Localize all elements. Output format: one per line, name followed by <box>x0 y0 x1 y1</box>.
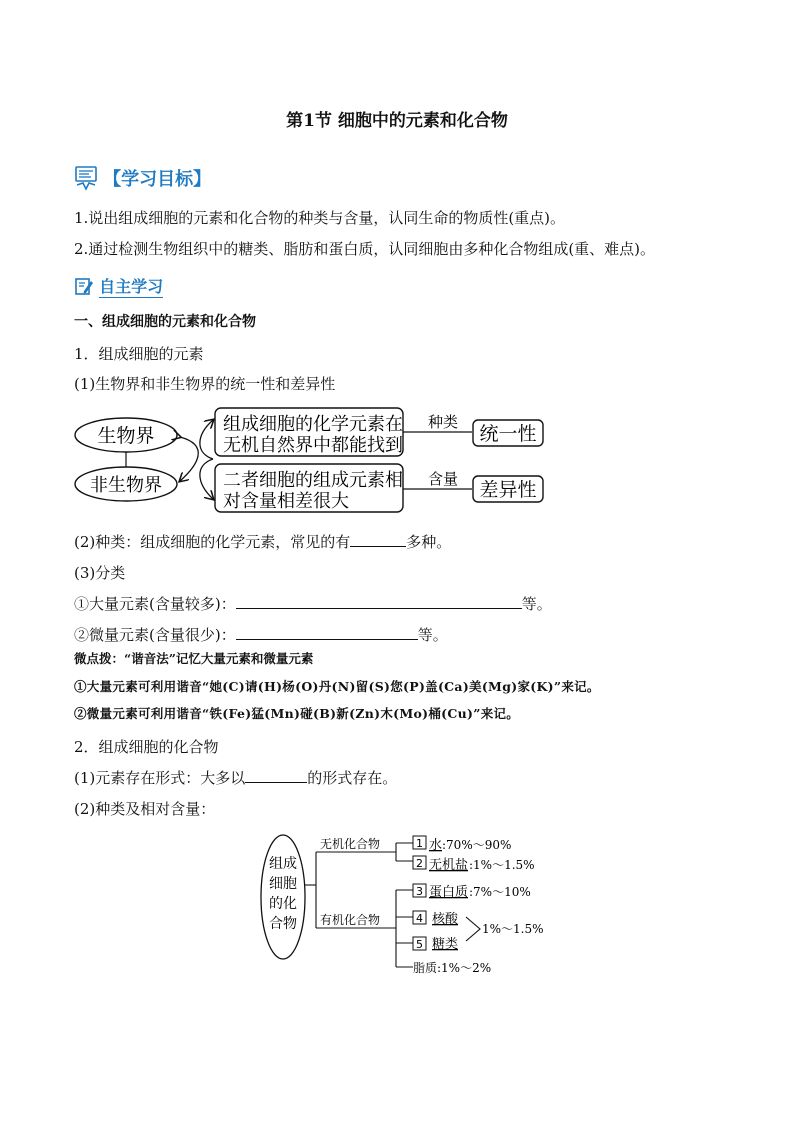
section-heading-1: 一、组成细胞的元素和化合物 <box>74 314 256 330</box>
item-name-protein: 蛋白质 <box>429 885 469 900</box>
objectives-header <box>74 165 211 191</box>
root-line2: 细胞 <box>269 876 297 892</box>
objectives-heading: 【学习目标】 <box>103 169 212 190</box>
item-name-water: 水 <box>429 838 443 853</box>
self-study-heading: 自主学习 <box>99 277 164 296</box>
item-value-water: :70%～90% <box>442 838 512 852</box>
pencil-note-icon <box>74 276 94 296</box>
unity-result: 统一性 <box>479 423 537 445</box>
diversity-reason-line1: 二者细胞的组成元素相 <box>223 470 403 491</box>
item-name-salt: 无机盐 <box>429 858 469 873</box>
page-title: 第1节 细胞中的元素和化合物 <box>286 111 508 131</box>
objective-item-2: 2.通过检测生物组织中的糖类、脂肪和蛋白质，认同细胞由多种化合物组成(重、难点)。 <box>74 240 656 258</box>
item-num-5: 5 <box>416 938 423 951</box>
group-value: 1%～1.5% <box>482 922 544 936</box>
inorganic-label: 无机化合物 <box>320 837 381 851</box>
tip-title: 微点拨：“谐音法”记忆大量元素和微量元素 <box>74 651 314 666</box>
item-num-1: 1 <box>416 837 423 850</box>
diversity-reason-line2: 对含量相差很大 <box>223 491 349 512</box>
item-value-salt: :1%～1.5% <box>469 858 535 872</box>
macro-elements-label: ①大量元素(含量较多)： <box>74 595 236 613</box>
paragraph-classification: (3)分类 <box>74 564 126 582</box>
micro-elements-suffix: 等。 <box>417 626 448 644</box>
macro-elements-line <box>74 593 552 614</box>
diversity-result: 差异性 <box>479 479 537 501</box>
subheading-compounds: 2．组成细胞的化合物 <box>74 738 219 756</box>
paragraph-existence-form <box>74 767 397 788</box>
existence-blank[interactable] <box>245 767 307 783</box>
micro-elements-line <box>74 624 448 645</box>
unity-reason-line1: 组成细胞的化学元素在 <box>223 414 403 435</box>
item-num-4: 4 <box>416 912 423 925</box>
micro-elements-blank[interactable] <box>236 624 418 640</box>
item-lipid: 脂质:1%～2% <box>413 961 492 975</box>
existence-text: (1)元素存在形式：大多以 <box>74 769 246 787</box>
root-line4: 合物 <box>269 916 297 932</box>
living-world-label: 生物界 <box>97 425 155 447</box>
paragraph-kinds <box>74 531 451 552</box>
content-label: 含量 <box>428 470 459 488</box>
macro-elements-suffix: 等。 <box>521 595 552 613</box>
subheading-elements: 1．组成细胞的元素 <box>74 345 204 363</box>
objective-item-1: 1.说出组成细胞的元素和化合物的种类与含量，认同生命的物质性(重点)。 <box>74 209 566 227</box>
kinds-suffix: 多种。 <box>406 533 452 551</box>
organic-label: 有机化合物 <box>320 913 381 927</box>
paragraph-unity-diversity: (1)生物界和非生物界的统一性和差异性 <box>74 375 336 393</box>
kinds-blank[interactable] <box>350 531 406 547</box>
item-num-3: 3 <box>416 885 423 898</box>
paragraph-kinds-content: (2)种类及相对含量： <box>74 800 216 818</box>
study-icon <box>74 165 98 191</box>
item-num-2: 2 <box>416 857 423 870</box>
kind-label: 种类 <box>428 413 459 431</box>
item-name-nucleic-acid: 核酸 <box>432 912 459 927</box>
tip-macro: ①大量元素可利用谐音“她(C)请(H)杨(O)丹(N)留(S)您(P)盖(Ca)美(Mg)家(K)”来记。 <box>74 679 600 694</box>
existence-suffix: 的形式存在。 <box>307 769 398 787</box>
self-study-header <box>74 274 163 297</box>
root-line3: 的化 <box>269 896 297 912</box>
tip-micro: ②微量元素可利用谐音“铁(Fe)猛(Mn)碰(B)新(Zn)木(Mo)桶(Cu)”来记。 <box>74 706 520 721</box>
kinds-text: (2)种类：组成细胞的化学元素，常见的有 <box>74 533 351 551</box>
item-name-sugar: 糖类 <box>432 937 459 952</box>
compounds-diagram <box>258 828 558 983</box>
root-line1: 组成 <box>269 856 297 872</box>
macro-elements-blank[interactable] <box>236 593 522 609</box>
unity-diversity-diagram <box>70 403 550 518</box>
item-value-protein: :7%～10% <box>469 885 531 899</box>
micro-elements-label: ②微量元素(含量很少)： <box>74 626 236 644</box>
unity-reason-line2: 无机自然界中都能找到 <box>223 435 403 456</box>
nonliving-world-label: 非生物界 <box>90 475 162 496</box>
